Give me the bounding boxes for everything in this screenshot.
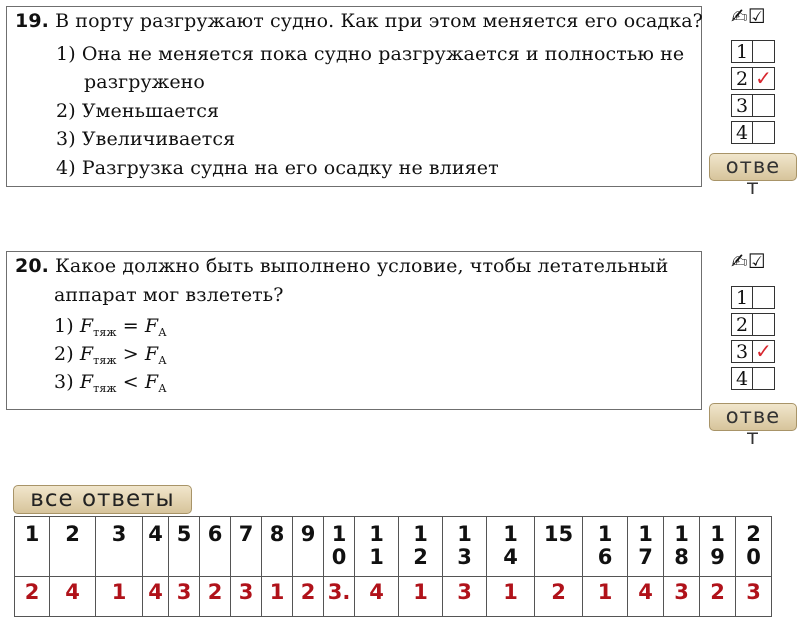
checkbox[interactable] xyxy=(753,367,775,390)
answers-value-cell: 1 xyxy=(399,577,443,617)
answers-header-cell: 1 9 xyxy=(700,517,736,577)
answers-value-cell: 1 xyxy=(96,577,143,617)
answers-value-cell: 4 xyxy=(50,577,96,617)
answers-value-cell: 1 xyxy=(583,577,628,617)
checkbox-checked[interactable]: ✓ xyxy=(753,340,775,363)
answers-header-cell: 1 7 xyxy=(628,517,664,577)
question-text-line2: аппарат мог взлететь? xyxy=(54,284,284,306)
answers-value-cell: 3 xyxy=(231,577,262,617)
answer-option-1[interactable]: 1 xyxy=(731,40,775,64)
option-1-line1: 1) Она не меняется пока судно разгружается и полностью не xyxy=(56,43,685,65)
checkbox[interactable] xyxy=(753,94,775,117)
answers-header-cell: 6 xyxy=(200,517,231,577)
answer-option-2[interactable]: 2 xyxy=(731,313,775,337)
checkbox[interactable] xyxy=(753,286,775,309)
answers-value-cell: 4 xyxy=(355,577,399,617)
answers-value-cell: 3. xyxy=(324,577,355,617)
question-20-box xyxy=(6,251,702,410)
question-19-box xyxy=(6,6,702,187)
answer-option-4[interactable]: 4 xyxy=(731,367,775,391)
answers-value-cell: 3 xyxy=(736,577,772,617)
question-19-title xyxy=(15,10,703,32)
answers-value-cell: 1 xyxy=(487,577,535,617)
answers-header-cell: 9 xyxy=(293,517,324,577)
answer-option-3[interactable]: 3 xyxy=(731,94,775,118)
question-number: 20. xyxy=(15,255,49,277)
answers-header-row xyxy=(15,517,772,577)
checkbox[interactable] xyxy=(753,121,775,144)
answers-header-cell: 8 xyxy=(262,517,293,577)
answers-value-cell: 2 xyxy=(700,577,736,617)
pencil-checkbox-icon: ✍☑ xyxy=(731,249,766,273)
answers-header-cell: 1 3 xyxy=(443,517,487,577)
answer-option-2[interactable]: 2 ✓ xyxy=(731,67,775,91)
answers-value-cell: 4 xyxy=(628,577,664,617)
answers-value-cell: 4 xyxy=(143,577,169,617)
answers-header-cell: 3 xyxy=(96,517,143,577)
question-number: 19. xyxy=(15,10,49,32)
question-20-title xyxy=(15,255,668,277)
answers-header-cell: 1 8 xyxy=(664,517,700,577)
answers-value-cell: 3 xyxy=(169,577,200,617)
answers-header-cell: 1 6 xyxy=(583,517,628,577)
answers-header-cell: 2 xyxy=(50,517,96,577)
pencil-checkbox-icon: ✍☑ xyxy=(731,4,766,28)
checkbox[interactable] xyxy=(753,40,775,63)
option-1: 1) $F_{тяж} = F_А$ xyxy=(54,315,167,339)
option-2: 2) Уменьшается xyxy=(56,100,220,122)
answers-value-cell: 2 xyxy=(293,577,324,617)
option-4: 4) Разгрузка судна на его осадку не влияет xyxy=(56,157,499,179)
answers-header-cell: 7 xyxy=(231,517,262,577)
answers-value-row xyxy=(15,577,772,617)
answers-header-cell: 1 0 xyxy=(324,517,355,577)
answer-option-4[interactable]: 4 xyxy=(731,121,775,145)
answer-option-1[interactable]: 1 xyxy=(731,286,775,310)
answers-header-cell: 1 2 xyxy=(399,517,443,577)
answers-header-cell: 1 4 xyxy=(487,517,535,577)
answers-header-cell: 2 0 xyxy=(736,517,772,577)
answers-header-cell: 1 1 xyxy=(355,517,399,577)
answer-button-20[interactable]: отве т xyxy=(709,403,797,431)
all-answers-button[interactable]: все ответы xyxy=(13,485,192,514)
answers-header-cell: 15 xyxy=(535,517,583,577)
answers-value-cell: 2 xyxy=(200,577,231,617)
answers-table xyxy=(14,516,772,617)
answers-value-cell: 3 xyxy=(443,577,487,617)
checkbox-checked[interactable]: ✓ xyxy=(753,67,775,90)
question-text: В порту разгружают судно. Как при этом меняется его осадка? xyxy=(55,10,703,32)
answers-header-cell: 4 xyxy=(143,517,169,577)
question-20-answer-panel xyxy=(731,249,789,399)
option-2: 2) $F_{тяж} > F_А$ xyxy=(54,343,167,367)
option-1-line2: разгружено xyxy=(84,71,205,93)
answers-header-cell: 5 xyxy=(169,517,200,577)
option-3: 3) Увеличивается xyxy=(56,128,236,150)
answers-value-cell: 2 xyxy=(535,577,583,617)
answer-button-19[interactable]: отве т xyxy=(709,153,797,181)
option-3: 3) $F_{тяж} < F_А$ xyxy=(54,371,167,395)
answers-value-cell: 3 xyxy=(664,577,700,617)
question-text-line1: Какое должно быть выполнено условие, чтобы летательный xyxy=(55,255,669,277)
answers-value-cell: 2 xyxy=(15,577,50,617)
answers-value-cell: 1 xyxy=(262,577,293,617)
checkbox[interactable] xyxy=(753,313,775,336)
answers-header-cell: 1 xyxy=(15,517,50,577)
answer-option-3[interactable]: 3 ✓ xyxy=(731,340,775,364)
